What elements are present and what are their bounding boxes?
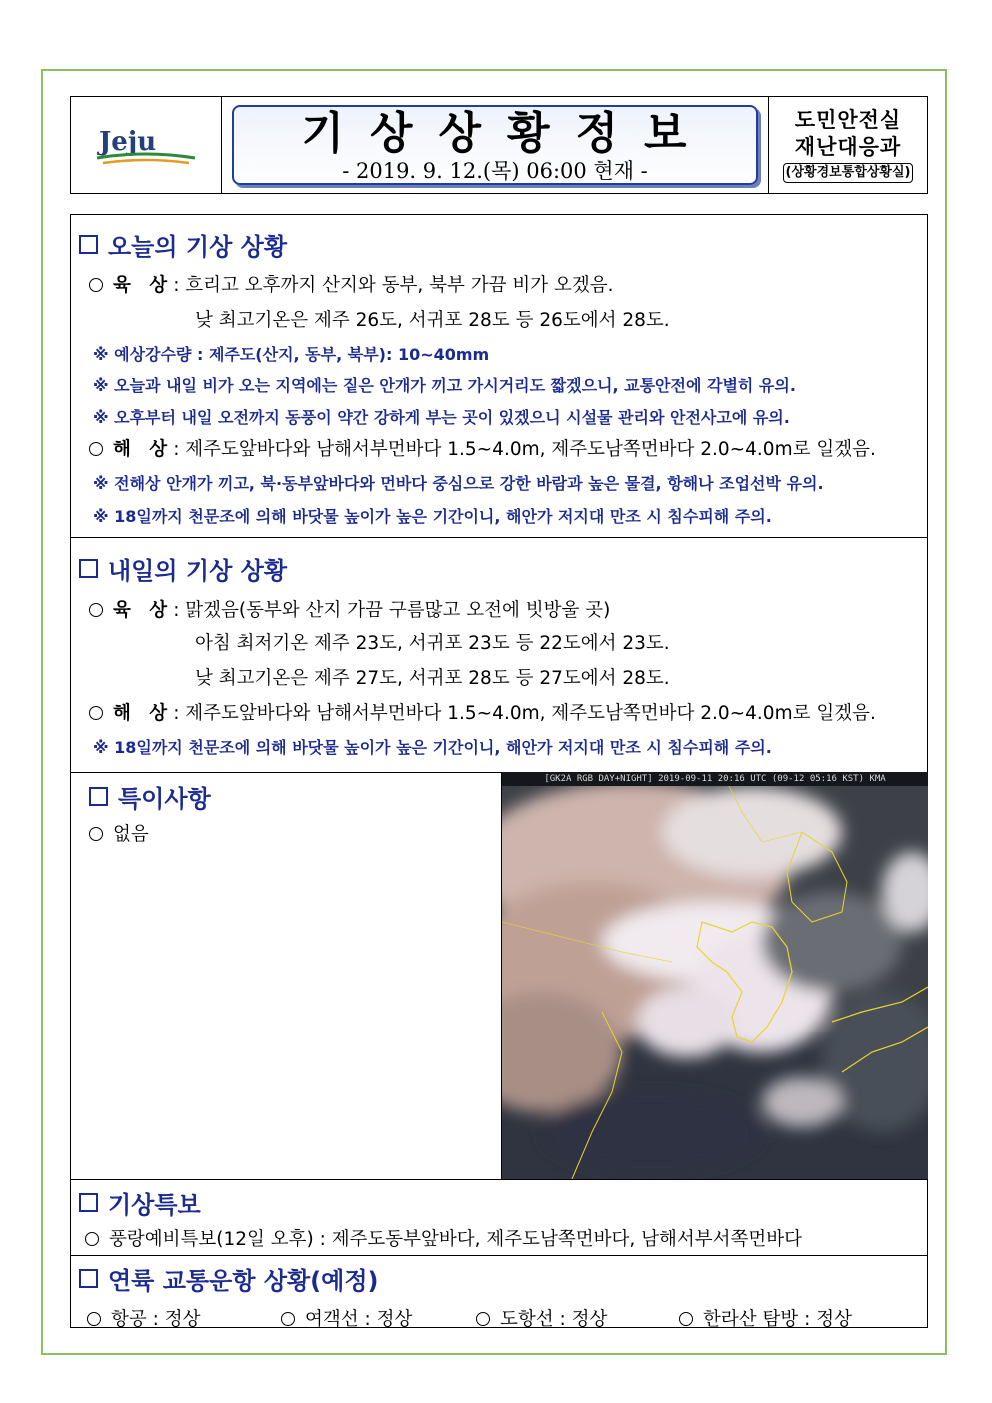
report-datetime: - 2019. 9. 12.(목) 06:00 현재 -	[342, 159, 648, 183]
circle-bullet-icon	[89, 827, 103, 841]
today-note-fog: ※ 오늘과 내일 비가 오는 지역에는 짙은 안개가 끼고 가시거리도 짧겠으니, 교통안전에 각별히 유의.	[93, 376, 796, 395]
report-body	[70, 214, 928, 1328]
satellite-cloud-picture	[502, 772, 928, 1179]
circle-bullet-icon	[85, 1232, 99, 1246]
today-land-temp: 낮 최고기온은 제주 26도, 서귀포 28도 등 26도에서 28도.	[195, 310, 670, 331]
today-note-rainfall: ※ 예상강수량 : 제주도(산지, 동부, 북부): 10~40mm	[93, 345, 490, 364]
circle-bullet-icon	[679, 1312, 693, 1326]
traffic-item-hallasan: 한라산 탐방 : 정상	[679, 1305, 852, 1331]
traffic-section-title: 연륙 교통운항 상황(예정)	[79, 1261, 379, 1296]
circle-bullet-icon	[87, 1312, 101, 1326]
checkbox-square-icon	[89, 787, 108, 806]
circle-bullet-icon	[476, 1312, 490, 1326]
logo-text: Jeju	[99, 127, 157, 157]
warning-section-title: 기상특보	[79, 1185, 201, 1220]
special-section-title: 특이사항	[89, 779, 211, 814]
checkbox-square-icon	[79, 559, 98, 578]
circle-bullet-icon	[281, 1312, 295, 1326]
today-note-tide: ※ 18일까지 천문조에 의해 바닷물 높이가 높은 기간이니, 해안가 저지대 만조 시 침수피해 주의.	[93, 507, 772, 526]
divider	[71, 537, 927, 538]
circle-bullet-icon	[89, 706, 103, 720]
today-note-wind: ※ 오후부터 내일 오전까지 동풍이 약간 강하게 부는 곳이 있겠으니 시설물 관리와 안전사고에 유의.	[93, 408, 790, 427]
today-land-line: 육 상: 흐리고 오후까지 산지와 동부, 북부 가끔 비가 오겠음.	[89, 271, 614, 297]
page-title: 기상상황정보	[301, 108, 713, 159]
today-section-title: 오늘의 기상 상황	[79, 227, 287, 262]
traffic-item-air: 항공 : 정상	[87, 1305, 200, 1331]
checkbox-square-icon	[79, 1193, 98, 1212]
office-name: (상황경보통합상황실)	[783, 163, 914, 183]
checkbox-square-icon	[79, 235, 98, 254]
title-cell	[222, 97, 769, 193]
divider	[71, 1255, 927, 1256]
warning-item: 풍랑예비특보(12일 오후) : 제주도동부앞바다, 제주도남쪽먼바다, 남해서부서쪽먼바다	[85, 1225, 802, 1251]
special-item: 없음	[89, 820, 149, 846]
tomorrow-note-tide: ※ 18일까지 천문조에 의해 바닷물 높이가 높은 기간이니, 해안가 저지대 만조 시 침수피해 주의.	[93, 738, 772, 757]
title-box	[232, 105, 758, 185]
division-name: 재난대응과	[794, 135, 902, 159]
circle-bullet-icon	[89, 442, 103, 456]
checkbox-square-icon	[79, 1269, 98, 1288]
traffic-item-ferry: 여객선 : 정상	[281, 1305, 412, 1331]
circle-bullet-icon	[89, 603, 103, 617]
department-cell	[769, 97, 927, 193]
tomorrow-land-max-temp: 낮 최고기온은 제주 27도, 서귀포 28도 등 27도에서 28도.	[195, 668, 670, 689]
satellite-caption: [GK2A RGB DAY+NIGHT] 2019-09-11 20:16 UTC (09-12 05:16 KST) KMA	[502, 772, 928, 786]
divider	[71, 1179, 927, 1180]
traffic-item-island-ferry: 도항선 : 정상	[476, 1305, 607, 1331]
today-sea-line: 해 상: 제주도앞바다와 남해서부먼바다 1.5~4.0m, 제주도남쪽먼바다 2.0~4.0m로 일겠음.	[89, 435, 876, 461]
jeju-logo	[71, 97, 222, 193]
tomorrow-land-line: 육 상: 맑겠음(동부와 산지 가끔 구름많고 오전에 빗방울 곳)	[89, 596, 610, 622]
tomorrow-sea-line: 해 상: 제주도앞바다와 남해서부먼바다 1.5~4.0m, 제주도남쪽먼바다 2.0~4.0m로 일겠음.	[89, 699, 876, 725]
department-name: 도민안전실	[794, 108, 902, 132]
document-header	[70, 96, 928, 194]
tomorrow-section-title: 내일의 기상 상황	[79, 551, 287, 586]
circle-bullet-icon	[89, 278, 103, 292]
satellite-image	[501, 772, 928, 1179]
tomorrow-land-min-temp: 아침 최저기온 제주 23도, 서귀포 23도 등 22도에서 23도.	[195, 633, 670, 654]
jeju-logo-mark	[91, 120, 201, 170]
today-note-sea: ※ 전해상 안개가 끼고, 북·동부앞바다와 먼바다 중심으로 강한 바람과 높은 물결, 항해나 조업선박 유의.	[93, 474, 824, 493]
